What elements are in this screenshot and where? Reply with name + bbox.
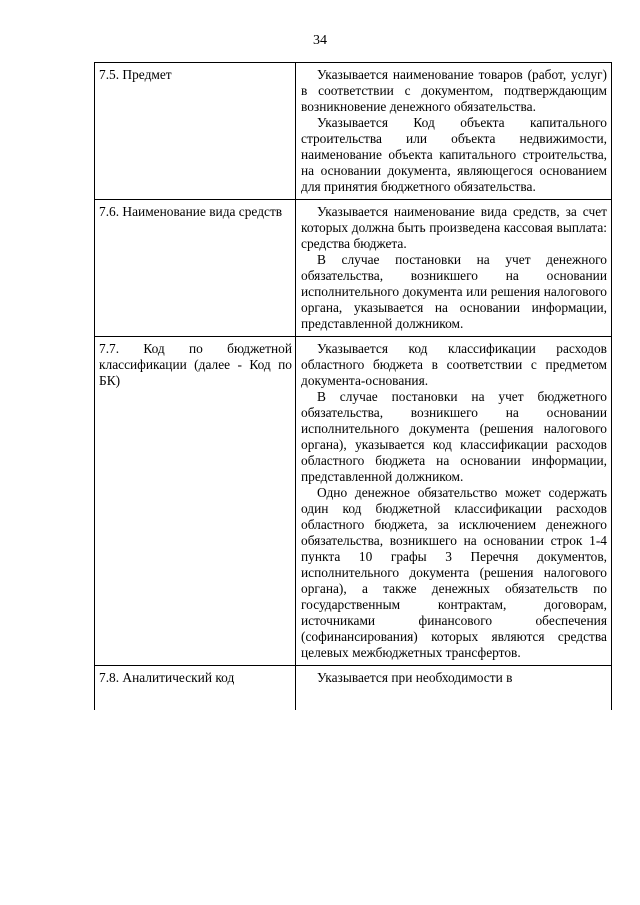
paragraph: В случае постановки на учет бюджетного обязательства, возникшего на основании исполнительного документа (решения налогового органа), указывается код классификации расходов областного бюджета на основании информации, представленной должником. bbox=[301, 389, 607, 484]
paragraph: Указывается при необходимости в bbox=[317, 670, 513, 685]
paragraph: Указывается код классификации расходов областного бюджета в соответствии с предметом документа-основания. bbox=[301, 341, 607, 388]
paragraph: Указывается наименование вида средств, за счет которых должна быть произведена кассовая выплата: средства бюджета. bbox=[301, 204, 607, 251]
paragraph: Одно денежное обязательство может содержать один код бюджетной классификации расходов областного бюджета, за исключением денежного обязательства, возникшего на основании строк 1-4 пункта 10 графы 3 Перечня документов, исполнительного документа (решения налогового органа), а также денежных обязательств по государственным контрактам, договорам, источниками финансового обеспечения (софинансирования) которых являются средства целевых межбюджетных трансфертов. bbox=[301, 485, 607, 660]
table-row bbox=[95, 337, 612, 666]
paragraph: В случае постановки на учет денежного обязательства, возникшего на основании исполнительного документа или решения налогового органа, указывается на основании информации, представленной должником. bbox=[301, 252, 607, 331]
field-label: 7.6. Наименование вида средств bbox=[95, 200, 296, 337]
paragraph: Указывается наименование товаров (работ, услуг) в соответствии с документом, подтверждающим возникновение денежного обязательства. bbox=[301, 67, 607, 114]
table-row bbox=[95, 63, 612, 200]
field-label: 7.5. Предмет bbox=[95, 63, 296, 200]
field-description bbox=[296, 337, 612, 666]
field-label: 7.7. Код по бюджетной классификации (далее - Код по БК) bbox=[95, 337, 296, 666]
field-description bbox=[296, 200, 612, 337]
field-description bbox=[296, 666, 612, 711]
table-row bbox=[95, 666, 612, 711]
paragraph: Указывается Код объекта капитального строительства или объекта недвижимости, наименование объекта капитального строительства, на основании документа, являющегося основанием для принятия бюджетного обязательства. bbox=[301, 115, 607, 194]
instructions-table bbox=[94, 62, 612, 710]
field-label: 7.8. Аналитический код bbox=[95, 666, 296, 711]
table-row bbox=[95, 200, 612, 337]
field-description bbox=[296, 63, 612, 200]
page-number: 34 bbox=[313, 33, 327, 48]
